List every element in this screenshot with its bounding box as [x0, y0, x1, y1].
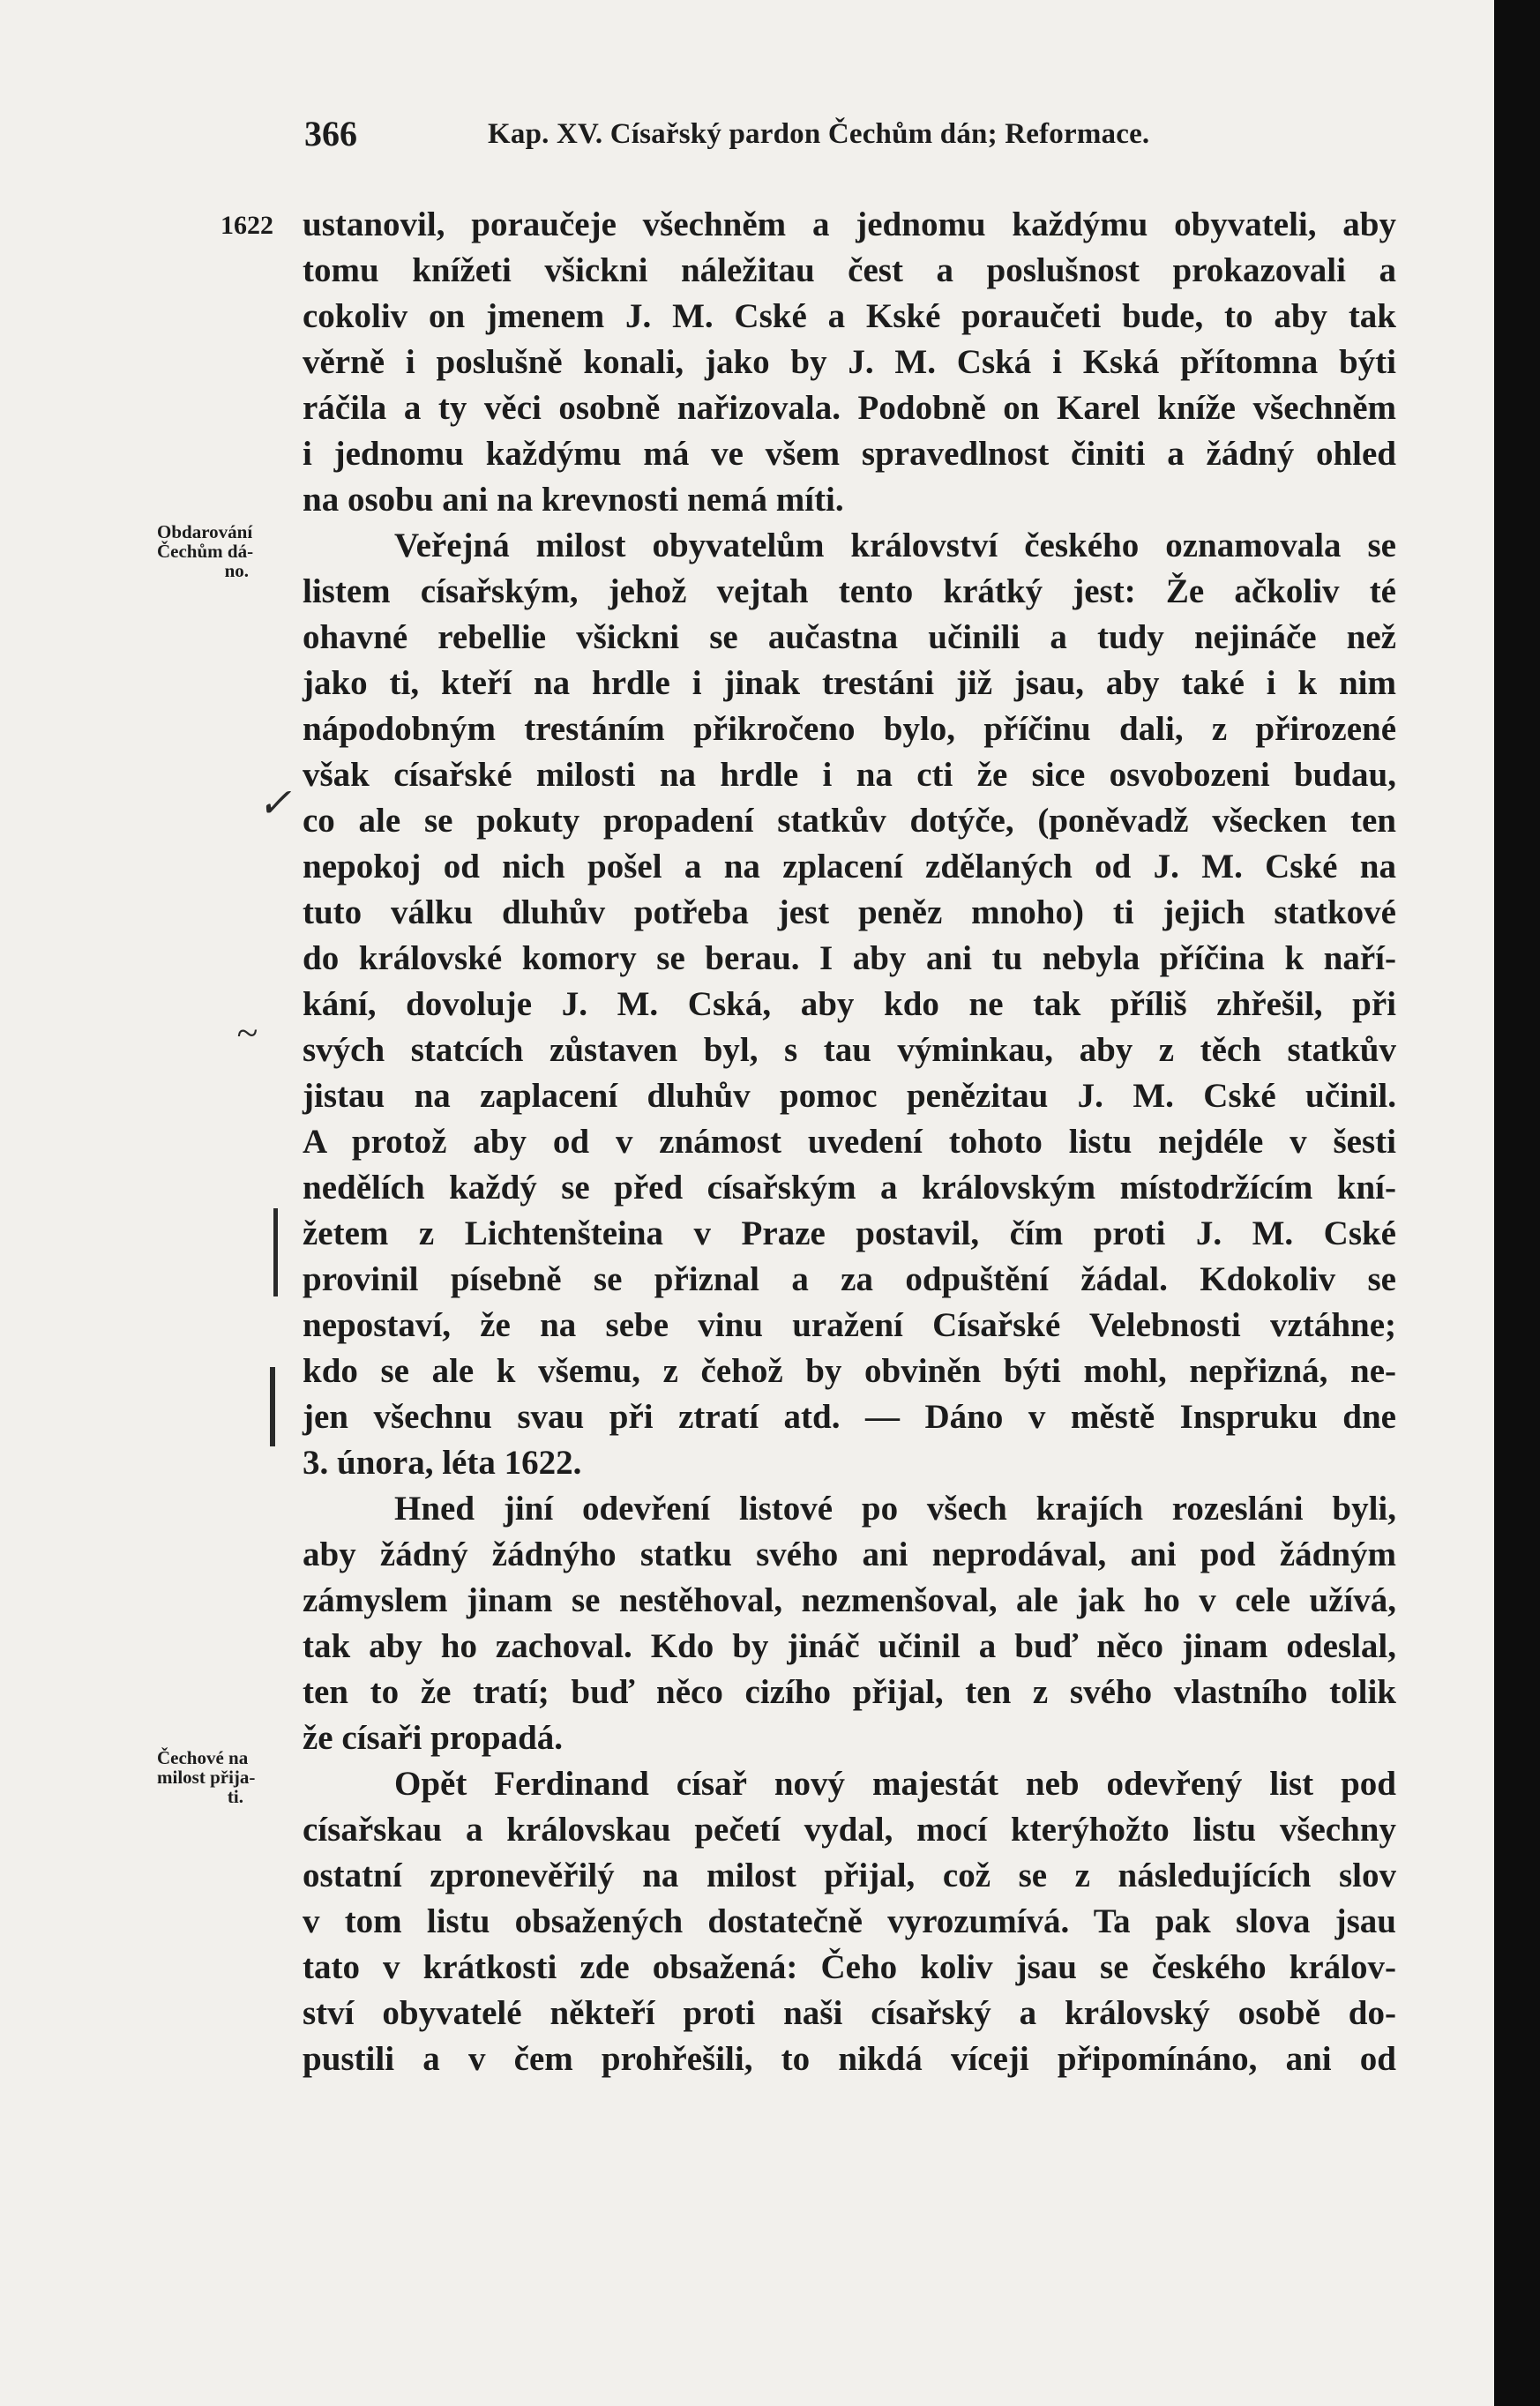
text-line: ráčila a ty věci osobně nařizovala. Podobně on Karel kníže všechněm — [303, 389, 1396, 427]
text-line: ostatní zpronevěřilý na milost přijal, což se z následujících slov — [303, 1857, 1396, 1894]
text-line: císařskau a královskau pečetí vydal, mocí kterýhožto listu všechny — [303, 1811, 1396, 1849]
scan-edge — [1494, 0, 1540, 2406]
text-line: 3. února, léta 1622. — [303, 1444, 582, 1482]
text-line: žetem z Lichtenšteina v Praze postavil, čím proti J. M. Cské — [303, 1214, 1396, 1252]
text-line: cokoliv on jmenem J. M. Cské a Kské poraučeti bude, to aby tak — [303, 297, 1396, 335]
text-line: tato v krátkosti zde obsažená: Čeho koliv jsau se českého králov- — [303, 1948, 1396, 1986]
marginal-note-line: Obdarování — [157, 521, 253, 542]
text-line: ství obyvatelé někteří proti naši císařský a královský osobě do- — [303, 1994, 1396, 2032]
text-line: kdo se ale k všemu, z čehož by obviněn býti mohl, nepřizná, ne- — [303, 1352, 1396, 1390]
page-header — [304, 113, 1222, 166]
text-line: věrně i poslušně konali, jako by J. M. Cská i Kská přítomna býti — [303, 343, 1396, 381]
text-line: v tom listu obsažených dostatečně vyrozumívá. Ta pak slova jsau — [303, 1902, 1396, 1940]
text-line: listem císařským, jehož vejtah tento krátký jest: Že ačkoliv té — [303, 572, 1396, 610]
text-line: tomu knížeti všickni náležitau čest a poslušnost prokazovali a — [303, 251, 1396, 289]
text-line: nepokoj od nich pošel a na zplacení zdělaných od J. M. Cské na — [303, 848, 1396, 885]
text-line: nepostaví, že na sebe vinu uražení Císařské Velebnosti vztáhne; — [303, 1306, 1396, 1344]
text-line: i jednomu každýmu má ve všem spravedlnost činiti a žádný ohled — [303, 435, 1396, 473]
text-line: do královské komory se berau. I aby ani tu nebyla příčina k naří- — [303, 939, 1396, 977]
marginal-note-line: Čechové na — [157, 1747, 249, 1768]
pencil-checkmark-icon: ✓ — [258, 781, 292, 826]
marginal-note-line: ti. — [227, 1786, 243, 1807]
text-line: ustanovil, poraučeje všechněm a jednomu každýmu obyvateli, aby — [303, 205, 1396, 243]
text-line: tak aby ho zachoval. Kdo by jináč učinil a buď něco jinam odeslal, — [303, 1627, 1396, 1665]
pencil-margin-bar — [270, 1367, 275, 1446]
text-line: provinil písebně se přiznal a za odpuštění žádal. Kdokoliv se — [303, 1260, 1396, 1298]
text-line: A protož aby od v známost uvedení tohoto listu nejdéle v šesti — [303, 1123, 1396, 1161]
text-line: jako ti, kteří na hrdle i jinak trestáni již jsau, aby také i k nim — [303, 664, 1396, 702]
running-head: Kap. XV. Císařský pardon Čechům dán; Reformace. — [488, 118, 1150, 150]
text-line: ten to že tratí; buď něco cizího přijal, ten z svého vlastního tolik — [303, 1673, 1396, 1711]
text-line: na osobu ani na krevnosti nemá míti. — [303, 481, 844, 519]
text-line: zámyslem jinam se nestěhoval, nezmenšoval, ale jak ho v cele užívá, — [303, 1581, 1396, 1619]
marginal-note-line: milost přija- — [157, 1767, 256, 1788]
text-line: co ale se pokuty propadení statkův dotýče, (poněvadž všecken ten — [303, 802, 1396, 840]
marginal-note-cechove — [157, 1748, 296, 1806]
text-line: Veřejná milost obyvatelům království českého oznamovala se — [394, 527, 1396, 564]
marginal-note-line: no. — [224, 560, 249, 581]
text-line: nedělích každý se před císařským a královským místodržícím kní- — [303, 1169, 1396, 1207]
body-text — [303, 202, 1396, 2082]
text-line: tuto válku dluhův potřeba jest peněz mnoho) ti jejich statkové — [303, 893, 1396, 931]
text-line: kání, dovoluje J. M. Cská, aby kdo ne tak příliš zhřešil, při — [303, 985, 1396, 1023]
text-line: však císařské milosti na hrdle i na cti že sice osvobozeni budau, — [303, 756, 1396, 794]
text-line: jistau na zaplacení dluhův pomoc penězitau J. M. Cské učinil. — [303, 1077, 1396, 1115]
marginal-note-obdarovani — [157, 522, 296, 580]
text-line: ohavné rebellie všickni se aučastna učinili a tudy nejináče než — [303, 618, 1396, 656]
page-number: 366 — [304, 114, 357, 153]
text-line: Hned jiní odevření listové po všech krajích rozesláni byli, — [394, 1490, 1396, 1528]
text-line: že císaři propadá. — [303, 1719, 564, 1757]
pencil-tilde-icon: ~ — [236, 1012, 258, 1055]
text-line: svých statcích zůstaven byl, s tau výminkau, aby z těch statkův — [303, 1031, 1396, 1069]
text-line: aby žádný žádnýho statku svého ani neprodával, ani pod žádným — [303, 1536, 1396, 1573]
text-line: jen všechnu svau při ztratí atd. — Dáno v městě Inspruku dne — [303, 1398, 1396, 1436]
margin-year: 1622 — [221, 211, 273, 240]
text-line: Opět Ferdinand císař nový majestát neb odevřený list pod — [394, 1765, 1396, 1803]
text-line: pustili a v čem prohřešili, to nikdá víceji připomínáno, ani od — [303, 2040, 1396, 2078]
marginal-note-line: Čechům dá- — [157, 541, 254, 562]
pencil-margin-bar — [273, 1208, 278, 1296]
text-line: nápodobným trestáním přikročeno bylo, příčinu dali, z přirozené — [303, 710, 1396, 748]
